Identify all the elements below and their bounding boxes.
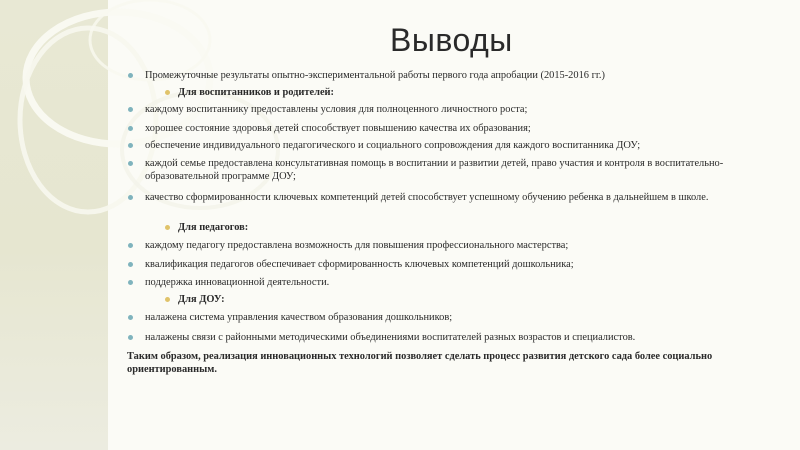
list-item-text: Промежуточные результаты опытно-экспериментальной работы первого года апробации (2015-2016 гг.) xyxy=(145,70,605,81)
bullet-icon xyxy=(128,315,133,320)
bullet-icon xyxy=(128,335,133,340)
list-subheading-text: Для воспитанников и родителей: xyxy=(178,87,335,98)
list-item-text: хорошее состояние здоровья детей способствует повышению качества их образования; xyxy=(145,123,531,134)
list-item xyxy=(145,331,745,344)
list-item xyxy=(145,139,745,152)
bullet-icon xyxy=(128,126,133,131)
list-item-text: каждой семье предоставлена консультативная помощь в воспитании и развитии детей, право участия и контроля в воспитательно-образовательной программе ДОУ; xyxy=(145,158,724,182)
list-item xyxy=(145,311,745,324)
bullet-icon xyxy=(128,280,133,285)
list-item xyxy=(145,258,745,271)
bullet-icon xyxy=(128,262,133,267)
bullet-icon xyxy=(128,161,133,166)
list-item xyxy=(145,276,745,289)
slide-title: Выводы xyxy=(390,22,513,58)
list-item xyxy=(145,69,745,82)
list-item-text: обеспечение индивидуального педагогического и социального сопровождения для каждого воспитанника ДОУ; xyxy=(145,140,641,151)
list-item xyxy=(145,191,745,204)
list-item-text: налажена система управления качеством образования дошкольников; xyxy=(145,312,453,323)
conclusion-text: Таким образом, реализация инновационных технологий позволяет сделать процесс развития детского сада более социально ориентированным. xyxy=(127,351,713,375)
bullet-icon xyxy=(165,90,170,95)
list-item xyxy=(145,103,745,116)
list-item xyxy=(145,122,745,135)
list-item-text: квалификация педагогов обеспечивает сформированность ключевых компетенций дошкольника; xyxy=(145,259,574,270)
bullet-icon xyxy=(128,243,133,248)
list-subheading-text: Для ДОУ: xyxy=(178,294,225,305)
bullet-icon xyxy=(165,297,170,302)
list-item-text: качество сформированности ключевых компетенций детей способствует успешному обучению ребенка в дальнейшем в школе. xyxy=(145,192,709,203)
list-subheading xyxy=(178,293,778,306)
list-item-text: поддержка инновационной деятельности. xyxy=(145,277,330,288)
list-subheading xyxy=(178,86,778,99)
list-item-text: налажены связи с районными методическими объединениями воспитателей разных возрастов и специалистов. xyxy=(145,332,636,343)
bullet-icon xyxy=(128,107,133,112)
list-item xyxy=(145,239,745,252)
list-item-text: каждому воспитаннику предоставлены условия для полноценного личностного роста; xyxy=(145,104,528,115)
bullet-icon xyxy=(165,225,170,230)
list-item xyxy=(145,157,745,183)
bullet-icon xyxy=(128,195,133,200)
bullet-icon xyxy=(128,73,133,78)
bullet-icon xyxy=(128,143,133,148)
list-item-text: каждому педагогу предоставлена возможность для повышения профессионального мастерства; xyxy=(145,240,569,251)
list-subheading xyxy=(178,221,778,234)
list-subheading-text: Для педагогов: xyxy=(178,222,249,233)
